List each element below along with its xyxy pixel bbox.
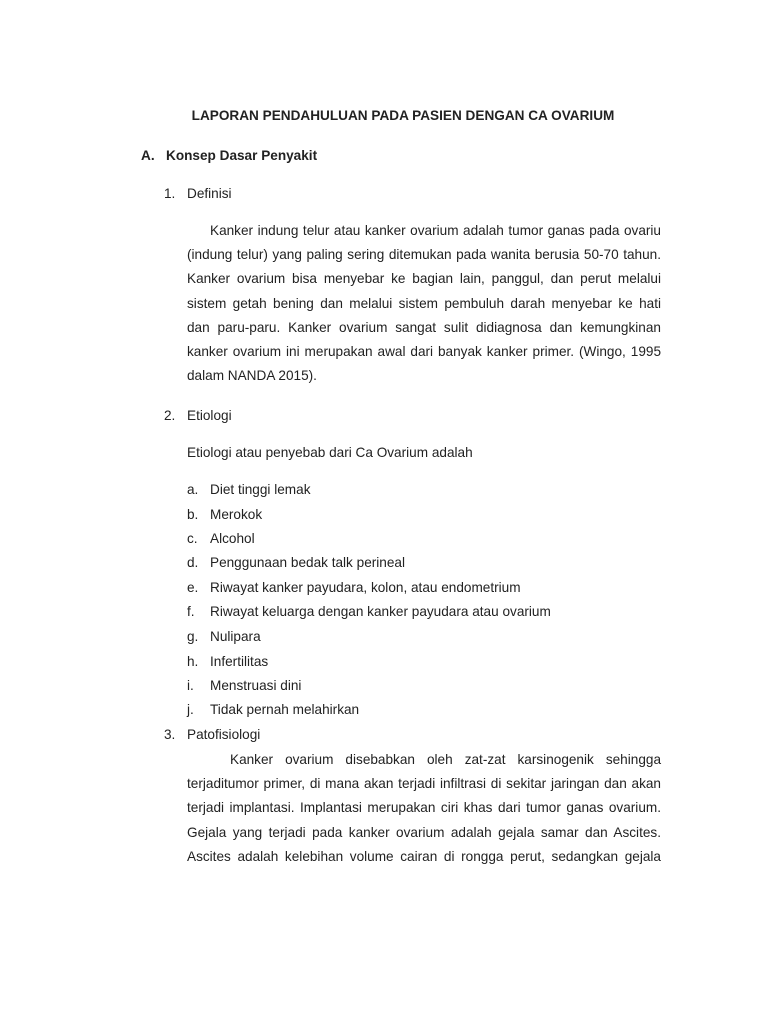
- paragraph-patofisiologi: [187, 748, 661, 869]
- section-title: Konsep Dasar Penyakit: [166, 148, 318, 163]
- paragraph-line: kanker ovarium ini merupakan awal dari banyak kanker primer. (Wingo, 1995: [187, 343, 661, 359]
- list-item-text: Penggunaan bedak talk perineal: [210, 555, 405, 570]
- list-item-text: Alcohol: [210, 531, 255, 546]
- paragraph-line: Gejala yang terjadi pada kanker ovarium adalah gejala samar dan Ascites.: [187, 824, 661, 840]
- list-item-text: Diet tinggi lemak: [210, 482, 311, 497]
- list-letter: a.: [187, 482, 199, 497]
- list-letter: d.: [187, 555, 199, 570]
- list-item-text: Tidak pernah melahirkan: [210, 702, 360, 717]
- list-letter: f.: [187, 604, 195, 619]
- paragraph-line: Ascites adalah kelebihan volume cairan di rongga perut, sedangkan gejala: [187, 848, 661, 864]
- list-letter: e.: [187, 580, 199, 595]
- list-letter: j.: [187, 702, 194, 717]
- item-title-etiologi: Etiologi: [187, 408, 232, 423]
- list-item-text: Menstruasi dini: [210, 678, 302, 693]
- section-label: A.: [141, 148, 155, 163]
- item-number-patofisiologi: 3.: [164, 727, 176, 742]
- item-title-patofisiologi: Patofisiologi: [187, 727, 261, 742]
- list-letter: i.: [187, 678, 194, 693]
- etiologi-intro: Etiologi atau penyebab dari Ca Ovarium adalah: [187, 445, 473, 460]
- paragraph-line: Kanker indung telur atau kanker ovarium adalah tumor ganas pada ovariu: [210, 223, 661, 238]
- document-title: LAPORAN PENDAHULUAN PADA PASIEN DENGAN CA OVARIUM: [191, 108, 615, 123]
- list-letter: c.: [187, 531, 198, 546]
- list-item-text: Riwayat keluarga dengan kanker payudara atau ovarium: [210, 604, 551, 619]
- paragraph-definisi: [187, 219, 661, 388]
- paragraph-line: sistem getah bening dan melalui sistem pembuluh darah menyebar ke hati: [187, 295, 661, 311]
- paragraph-line: Kanker ovarium bisa menyebar ke bagian lain, panggul, dan perut melalui: [187, 271, 661, 287]
- paragraph-line: dalam NANDA 2015).: [187, 368, 317, 384]
- paragraph-line: terjadi implantasi. Implantasi merupakan ciri khas dari tumor ganas ovarium.: [187, 800, 661, 816]
- paragraph-line: terjaditumor primer, di mana akan terjadi infiltrasi di sekitar jaringan dan akan: [187, 776, 661, 792]
- list-item-text: Nulipara: [210, 629, 261, 644]
- list-item-text: Infertilitas: [210, 654, 269, 669]
- list-letter: b.: [187, 507, 199, 522]
- list-letter: h.: [187, 654, 199, 669]
- list-item-text: Riwayat kanker payudara, kolon, atau endometrium: [210, 580, 521, 595]
- paragraph-line: (indung telur) yang paling sering ditemukan pada wanita berusia 50-70 tahun.: [187, 247, 661, 263]
- list-letter: g.: [187, 629, 199, 644]
- item-number-etiologi: 2.: [164, 408, 176, 423]
- list-item-text: Merokok: [210, 507, 263, 522]
- item-number-definisi: 1.: [164, 186, 176, 201]
- paragraph-line: dan paru-paru. Kanker ovarium sangat sulit didiagnosa dan kemungkinan: [187, 319, 661, 335]
- paragraph-line: Kanker ovarium disebabkan oleh zat-zat karsinogenik sehingga: [230, 752, 661, 767]
- item-title-definisi: Definisi: [187, 186, 232, 201]
